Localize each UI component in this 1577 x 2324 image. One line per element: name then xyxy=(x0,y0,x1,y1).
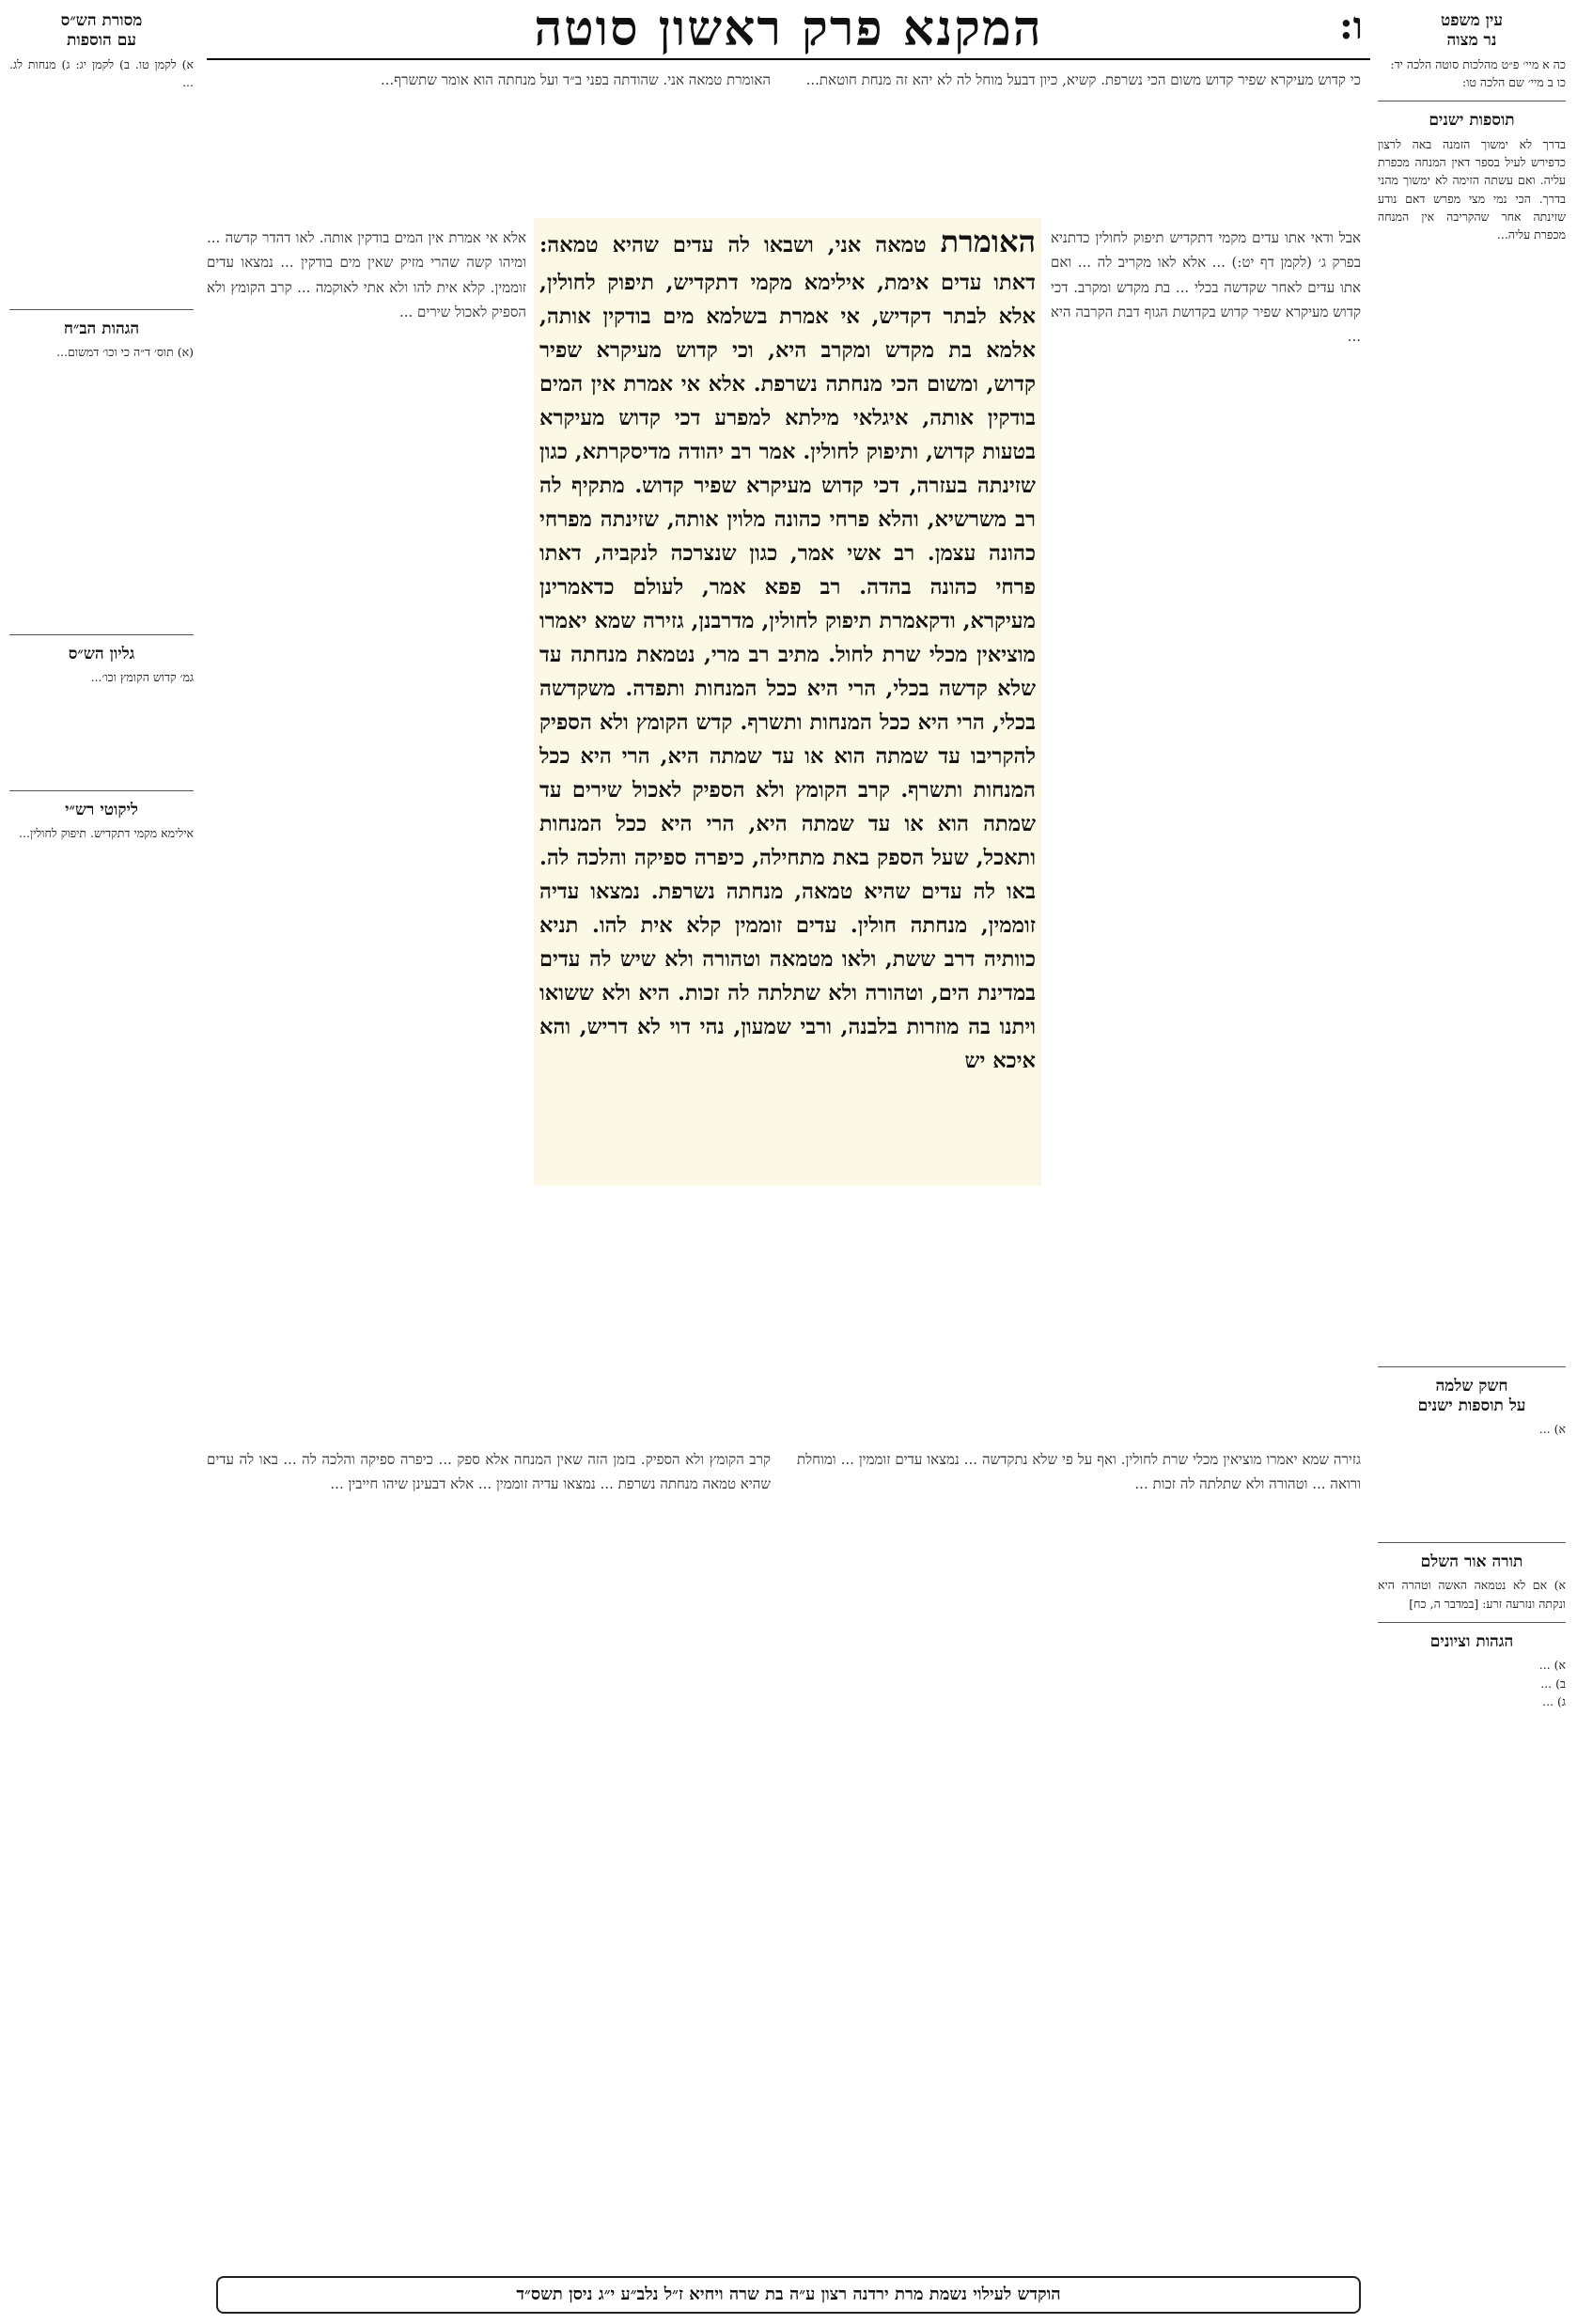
divider xyxy=(1378,1622,1566,1623)
hagahot-tziyunim-text: א) ... ב) ... ג) ... xyxy=(1538,1658,1566,1708)
divider xyxy=(1378,1542,1566,1543)
torah-or-heading: תורה אור השלם xyxy=(1420,1552,1523,1571)
gilyon-hashas-text: גמ׳ קדוש הקומץ וכו׳... xyxy=(90,670,194,684)
folio-number: ו: xyxy=(1339,4,1363,48)
divider xyxy=(9,634,194,635)
mesoret-hashas-text: א) לקמן טו. ב) לקמן יג: ג) מנחות לג. ... xyxy=(6,56,194,89)
cheshek-shlomo-heading: חשק שלמה על תוספות ישנים xyxy=(1417,1376,1526,1415)
ein-mishpat-text: כה א מיי׳ פ״ט מהלכות סוטה הלכה יד: כו ב מיי׳ שם הלכה טו: xyxy=(1390,56,1566,89)
page-header xyxy=(0,0,1577,56)
rashi-commentary-text: אבל ודאי אתו עדים מקמי דתקדיש תיפוק לחולין כדתניא בפרק ג׳ (לקמן דף יט:) ... אלא לאו מקריב לה ... ואם אתו עדים לאחר שקדשה בכלי ... בת מקדש ומקרב. דכי קדוש מעיקרא שפיר קדוש בקדושת הגוף דבת הקרבה היא ... xyxy=(1051,229,1361,345)
tosafot-yeshanim-text: בדרך לא ימשוך הזמנה באה לרצון כדפירש לעיל בספר דאין המנחה מכפרת עליה. ואם עשתה הזימה לא ימשוך מהני בדרך. הכי נמי מצי מפרש דאם נודע שזינתה אחר שהקריבה אין המנחה מכפרת עליה... xyxy=(1374,136,1566,242)
mesoret-hashas-heading: מסורת הש״ס עם הוספות xyxy=(60,11,143,51)
gemara-text-block xyxy=(534,218,1041,1186)
right-margin xyxy=(1374,6,1566,2223)
rashi-commentary-bottom: גזירה שמא יאמרו מוציאין מכלי שרת לחולין. ואף על פי שלא נתקדשה ... נמצאו עדים זוממין ... ומוחלת ורואה ... וטהורה ולא שתלתה לה זכות ... xyxy=(797,1451,1361,1493)
gilyon-hashas-heading: גליון הש״ס xyxy=(68,644,135,663)
gemara-body: טמאה אני, ושבאו לה עדים שהיא טמאה: דאתו עדים אימת, אילימא מקמי דתקדיש, תיפוק לחולין, אלא לבתר דקדיש, אי אמרת בשלמא מים בודקין אותה, אלמא בת מקדש ומקרב היא, וכי קדוש מעיקרא שפיר קדוש, ומשום הכי מנחתה נשרפת. אלא אי אמרת אין המים בודקין אותה, איגלאי מילתא למפרע דכי קדוש מעיקרא בטעות קדוש, ותיפוק לחולין. אמר רב יהודה מדיסקרתא, כגון שזינתה בעזרה, דכי קדוש מעיקרא שפיר קדוש. מתקיף לה רב משרשיא, והלא פרחי כהונה מלוין אותה, שזינתה מפרחי כהונה עצמן. רב אשי אמר, כגון שנצרכה לנקביה, דאתו פרחי כהונה בהדה. רב פפא אמר, לעולם כדאמרינן מעיקרא, ודקאמרת תיפוק לחולין, מדרבנן, גזירה שמא יאמרו מוציאין מכלי שרת לחול. מתיב רב מרי, נטמאת מנחתה עד שלא קדשה בכלי, הרי היא ככל המנחות ותפדה. משקדשה בכלי, הרי היא ככל המנחות ותשרף. קדש הקומץ ולא הספיק להקריבו עד שמתה הוא או עד שמתה היא, הרי היא ככל המנחות ותשרף. קרב הקומץ ולא הספיק לאכול שירים עד שמתה הוא או עד שמתה היא, הרי היא ככל המנחות ותאכל, שעל הספק באת מתחילה, כיפרה ספיקה והלכה לה. באו לה עדים שהיא טמאה, מנחתה נשרפת. נמצאו עדיה זוממין, מנחתה חולין. עדים זוממין קלא אית להו. תניא כוותיה דרב ששת, ולאו מטמאה וטהורה ולא שיש לה עדים במדינת הים, וטהורה ולא שתלתה לה זכות. היא ולא ששואו ויתנו בה מוזרות בלבנה, ורבי שמעון, נהי דוי לא דריש, והא איכא יש xyxy=(539,233,1036,1074)
rashi-commentary-top: כי קדוש מעיקרא שפיר קדוש משום הכי נשרפת. קשיא, כיון דבעל מוחל לה לא יהא זה מנחת חוטאת... xyxy=(805,71,1361,88)
tosafot-commentary-top: האומרת טמאה אני. שהודתה בפני ב״ד ועל מנחתה הוא אומר שתשרף... xyxy=(381,71,771,88)
ein-mishpat-heading: עין משפט נר מצוה xyxy=(1441,11,1503,51)
tosafot-yeshanim-heading: תוספות ישנים xyxy=(1429,111,1515,131)
divider xyxy=(9,309,194,310)
cheshek-shlomo-text: א) ... xyxy=(1538,1422,1566,1436)
likutei-rashi-text: אילימא מקמי דתקדיש. תיפוק לחולין... xyxy=(19,826,194,841)
torah-or-text: א) אם לא נטמאה האשה וטהרה היא ונקתה ונזרעה זרע: [במדבר ה, כח] xyxy=(1374,1578,1566,1611)
rashi-commentary xyxy=(1051,226,1361,1438)
page-title: המקנא פרק ראשון סוטה xyxy=(534,0,1043,57)
hagahot-tziyunim-heading: הגהות וציונים xyxy=(1429,1632,1514,1651)
tosafot-commentary xyxy=(207,226,526,1438)
gemara-opening-word: האומרת xyxy=(940,224,1036,259)
tosafot-commentary-bottom: קרב הקומץ ולא הספיק. בזמן הזה שאין המנחה אלא ספק ... כיפרה ספיקה והלכה לה ... באו לה עדים שהיא טמאה מנחתה נשרפת ... נמצאו עדיה זוממין ... אלא דבעינן שיהו חייבין ... xyxy=(207,1451,771,1493)
tosafot-commentary-text: אלא אי אמרת אין המים בודקין אותה. לאו דהדר קדשה ... ומיהו קשה שהרי מזיק שאין מים בודקין ... נמצאו עדים זוממין. קלא אית להו ולא אתי לאוקמה ... קרב הקומץ ולא הספיק לאכול שירים ... xyxy=(207,229,526,320)
hagahot-bach-heading: הגהות הב״ח xyxy=(63,319,140,338)
header-rule xyxy=(207,58,1370,60)
likutei-rashi-heading: ליקוטי רש״י xyxy=(65,801,138,819)
dedication-box: הוקדש לעילוי נשמת מרת ירדנה רצון ע״ה בת שרה ויחיא ז״ל נלב״ע י״ג ניסן תשס״ד xyxy=(216,2276,1361,2314)
left-margin xyxy=(6,6,194,2223)
divider xyxy=(1378,1366,1566,1367)
hagahot-bach-text: (א) תוס׳ ד״ה כי וכו׳ דמשום... xyxy=(56,344,194,359)
divider xyxy=(9,790,194,791)
